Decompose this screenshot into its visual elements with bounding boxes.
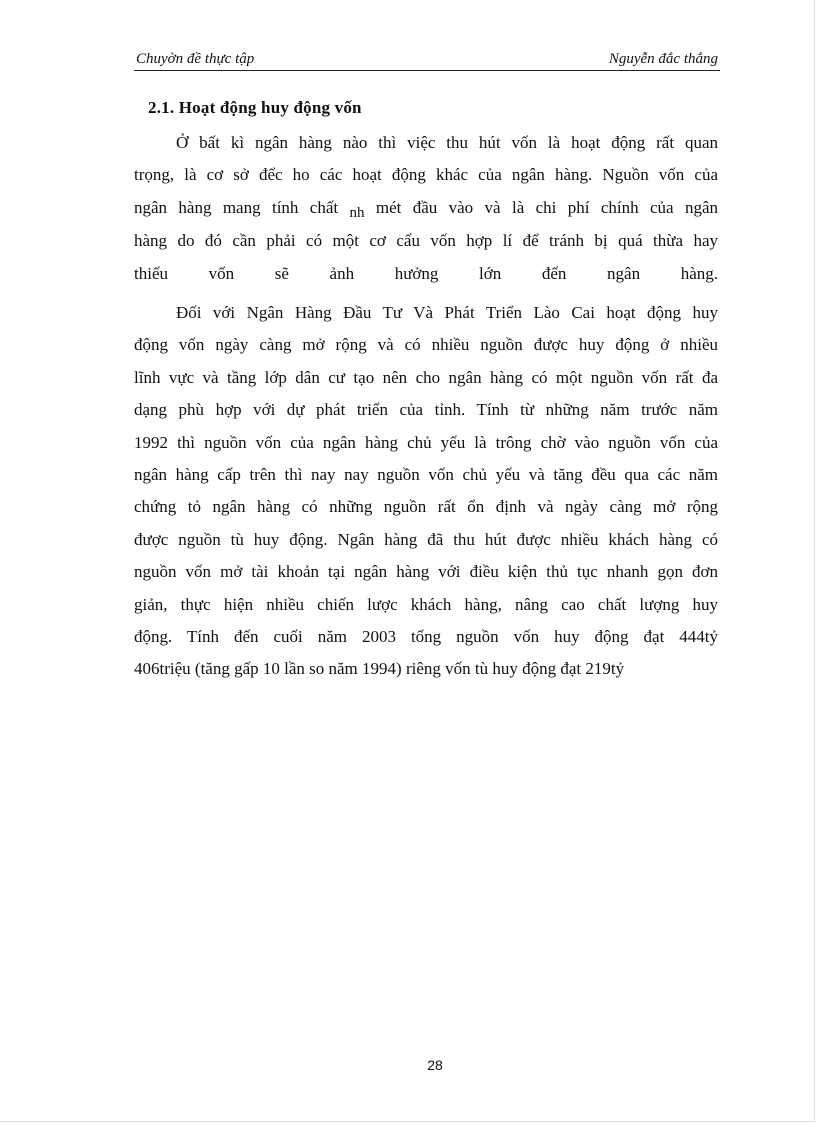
paragraph-line: động vốn ngày càng mở rộng và có nhiều nguồn được huy động ở nhiều xyxy=(134,335,718,355)
paragraph-line: Ở bất kì ngân hàng nào thì việc thu hút vốn là hoạt động rất quan xyxy=(176,133,718,152)
paragraph-line: 1992 thì nguồn vốn của ngân hàng chủ yếu là trông chờ vào nguồn vốn của xyxy=(134,432,718,452)
paragraph-line xyxy=(134,192,718,225)
paragraph-line: giản, thực hiện nhiều chiến lược khách hàng, nâng cao chất lượng huy xyxy=(134,594,718,614)
paragraph-2 xyxy=(134,297,718,686)
subscript-text: nh xyxy=(349,204,365,221)
paragraph-line: hàng do đó cần phải có một cơ cấu vốn hợp lí để tránh bị quá thừa hay xyxy=(134,231,718,251)
paragraph-line: dạng phù hợp với dự phát triển của tỉnh. Tính từ những năm trước năm xyxy=(134,400,718,420)
paragraph-line: Đối với Ngân Hàng Đầu Tư Và Phát Triển Lào Cai hoạt động huy xyxy=(176,303,718,322)
page-number: 28 xyxy=(427,1057,443,1073)
header-left-text: Chuyờn đề thực tập xyxy=(136,51,255,67)
paragraph-line: chứng tỏ ngân hàng có những nguồn rất ổn định và ngày càng mở rộng xyxy=(134,497,718,517)
page-header xyxy=(134,50,720,71)
paragraph-line: lĩnh vực và tầng lớp dân cư tạo nên cho ngân hàng có một nguồn vốn rất đa xyxy=(134,367,718,387)
line-segment: ngân hàng mang tính chất xyxy=(134,197,350,217)
paragraph-line: được nguồn tù huy động. Ngân hàng đã thu hút được nhiều khách hàng có xyxy=(134,529,718,549)
paragraph-line: 406triệu (tăng gấp 10 lần so năm 1994) riêng vốn tù huy động đạt 219tỷ xyxy=(134,659,625,679)
paragraph-line: ngân hàng cấp trên thì nay nay nguồn vốn chủ yếu và tăng đều qua các năm xyxy=(134,465,718,485)
line-segment: mét đầu vào và là chi phí chính của ngân xyxy=(364,197,718,217)
header-right-text: Nguyễn đắc thắng xyxy=(608,51,718,67)
paragraph-line: trọng, là cơ sở đểc ho các hoạt động khác của ngân hàng. Nguồn vốn của xyxy=(134,165,718,185)
section-title: 2.1. Hoạt động huy động vốn xyxy=(148,98,362,117)
paragraph-line: động. Tính đến cuối năm 2003 tổng nguồn vốn huy động đạt 444tỷ xyxy=(134,627,718,647)
paragraph-1 xyxy=(134,127,718,290)
paragraph-line: thiếu vốn sẽ ảnh hưởng lớn đến ngân hàng. xyxy=(134,263,718,283)
paragraph-line: nguồn vốn mở tài khoản tại ngân hàng với điều kiện thủ tục nhanh gọn đơn xyxy=(134,562,718,582)
